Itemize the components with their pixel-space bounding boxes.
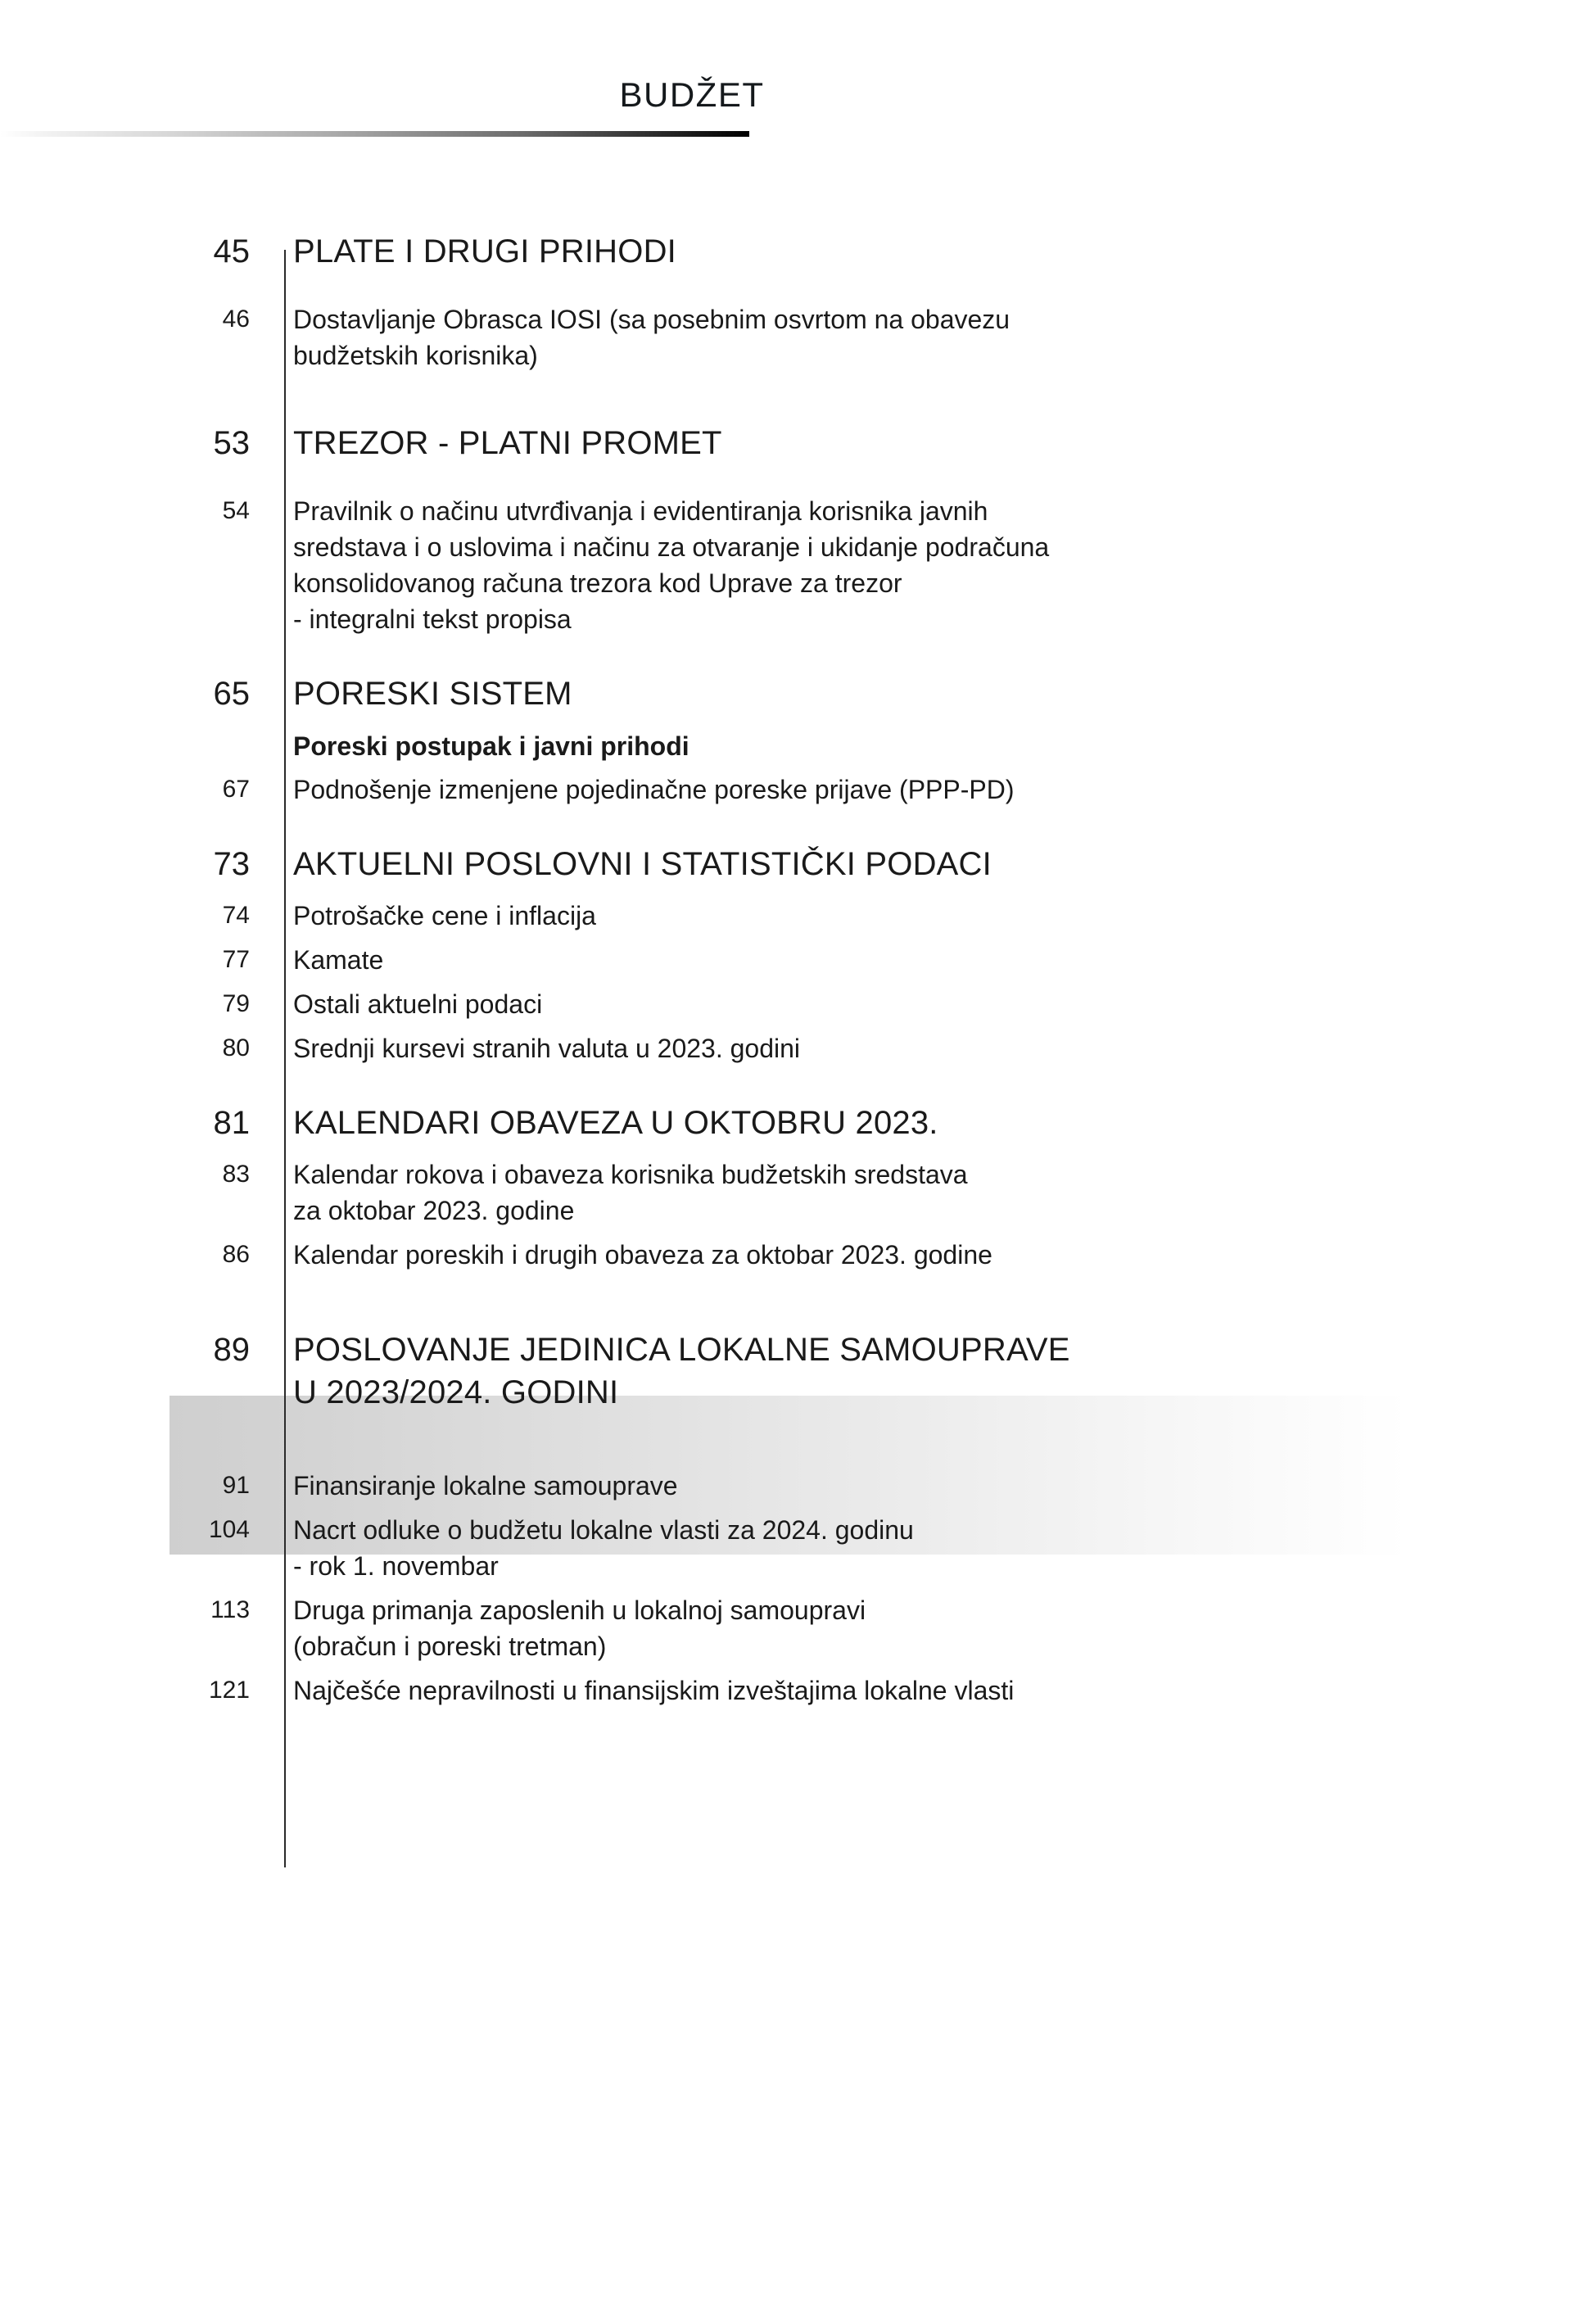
- entry-title: Potrošačke cene i inflacija: [293, 901, 596, 930]
- column-divider-line: [284, 250, 286, 1867]
- entry-line: Dostavljanje Obrasca IOSI (sa posebnim osvrtom na obavezu: [293, 305, 1010, 334]
- entry-line: za oktobar 2023. godine: [293, 1196, 575, 1225]
- entry-title: [250, 301, 1596, 373]
- entry-title: [250, 493, 1596, 637]
- entry-line: Pravilnik o načinu utvrđivanja i evidentiranja korisnika javnih: [293, 496, 988, 526]
- section-title: KALENDARI OBAVEZA U OKTOBRU 2023.: [293, 1105, 938, 1141]
- toc-entry[interactable]: [0, 301, 1596, 373]
- entry-line: Kalendar rokova i obaveza korisnika budžetskih sredstava: [293, 1160, 968, 1189]
- entry-title: Kalendar poreskih i drugih obaveza za oktobar 2023. godine: [293, 1240, 992, 1270]
- toc-entry[interactable]: [0, 942, 1596, 978]
- entry-title: [250, 1592, 1596, 1664]
- toc-section-header[interactable]: [0, 844, 1596, 885]
- section-title: AKTUELNI POSLOVNI I STATISTIČKI PODACI: [293, 846, 992, 882]
- section-title: PLATE I DRUGI PRIHODI: [293, 233, 676, 269]
- entry-line: sredstava i o uslovima i načinu za otvaranje i ukidanje podračuna: [293, 532, 1050, 562]
- entry-page-number: 86: [222, 1241, 250, 1268]
- entry-page-number: 91: [222, 1472, 250, 1499]
- entry-page-number: 80: [222, 1034, 250, 1061]
- toc-entry[interactable]: [0, 772, 1596, 808]
- entry-line: - rok 1. novembar: [293, 1551, 499, 1581]
- toc-entry[interactable]: [0, 1156, 1596, 1229]
- section-title: PORESKI SISTEM: [293, 676, 572, 712]
- entry-title: [250, 1512, 1596, 1584]
- entry-page-number: 121: [208, 1677, 250, 1704]
- entry-line: - integralni tekst propisa: [293, 604, 572, 634]
- toc-entry[interactable]: [0, 898, 1596, 934]
- entry-page-number: 46: [222, 306, 250, 333]
- section-page-number: 45: [213, 233, 250, 269]
- entry-line: (obračun i poreski tretman): [293, 1632, 607, 1661]
- spacer: [0, 382, 1596, 423]
- toc-rows: [0, 231, 1596, 1709]
- spacer: [0, 1075, 1596, 1102]
- header-rule-divider: [0, 131, 749, 137]
- section-title-line: POSLOVANJE JEDINICA LOKALNE SAMOUPRAVE: [293, 1332, 1070, 1368]
- subheading-title: Poreski postupak i javni prihodi: [293, 731, 689, 761]
- entry-page-number: 79: [222, 990, 250, 1017]
- toc-section-header[interactable]: [0, 231, 1596, 272]
- entry-title: Ostali aktuelni podaci: [293, 989, 543, 1019]
- entry-line: Nacrt odluke o budžetu lokalne vlasti za 2024. godinu: [293, 1515, 914, 1545]
- section-page-number: 73: [213, 846, 250, 882]
- entry-page-number: 113: [210, 1596, 250, 1623]
- section-page-number: 81: [213, 1105, 250, 1141]
- page-title: BUDŽET: [619, 75, 765, 114]
- entry-page-number: 74: [222, 902, 250, 929]
- spacer: [0, 285, 1596, 301]
- entry-line: budžetskih korisnika): [293, 341, 538, 370]
- entry-title: Podnošenje izmenjene pojedinačne poreske prijave (PPP-PD): [293, 775, 1015, 804]
- section-page-number: 53: [213, 425, 250, 461]
- entry-page-number: 54: [222, 497, 250, 524]
- entry-page-number: 67: [222, 776, 250, 803]
- toc-entry[interactable]: [0, 1512, 1596, 1584]
- toc-subheading: [0, 727, 1596, 765]
- page-header: [0, 0, 1596, 143]
- table-of-contents: [0, 231, 1596, 1717]
- spacer: [0, 477, 1596, 493]
- section-title: [250, 1328, 1596, 1414]
- toc-entry[interactable]: [0, 986, 1596, 1022]
- toc-section-header[interactable]: [0, 423, 1596, 464]
- entry-page-number: 77: [222, 946, 250, 973]
- entry-title: Srednji kursevi stranih valuta u 2023. godini: [293, 1034, 801, 1063]
- toc-entry[interactable]: [0, 1592, 1596, 1664]
- entry-page-number: 104: [208, 1516, 250, 1543]
- toc-entry[interactable]: [0, 493, 1596, 637]
- spacer: [0, 1427, 1596, 1468]
- toc-entry[interactable]: [0, 1237, 1596, 1273]
- toc-entry[interactable]: [0, 1030, 1596, 1066]
- entry-line: Druga primanja zaposlenih u lokalnoj samoupravi: [293, 1596, 866, 1625]
- section-page-number: 65: [213, 676, 250, 712]
- toc-section-header[interactable]: [0, 1102, 1596, 1143]
- toc-section-header-featured[interactable]: [0, 1328, 1596, 1414]
- section-title: TREZOR - PLATNI PROMET: [293, 425, 722, 461]
- entry-page-number: 83: [222, 1161, 250, 1188]
- spacer: [0, 645, 1596, 673]
- section-title-line: U 2023/2024. GODINI: [293, 1374, 619, 1410]
- section-page-number: 89: [213, 1332, 250, 1368]
- toc-entry[interactable]: [0, 1468, 1596, 1504]
- entry-title: Najčešće nepravilnosti u finansijskim izveštajima lokalne vlasti: [293, 1676, 1015, 1705]
- toc-entry[interactable]: [0, 1672, 1596, 1709]
- spacer: [0, 1281, 1596, 1328]
- toc-section-header[interactable]: [0, 673, 1596, 714]
- entry-title: Finansiranje lokalne samouprave: [293, 1471, 678, 1500]
- entry-line: konsolidovanog računa trezora kod Uprave za trezor: [293, 568, 902, 598]
- entry-title: [250, 1156, 1596, 1229]
- entry-title: Kamate: [293, 945, 384, 975]
- spacer: [0, 816, 1596, 844]
